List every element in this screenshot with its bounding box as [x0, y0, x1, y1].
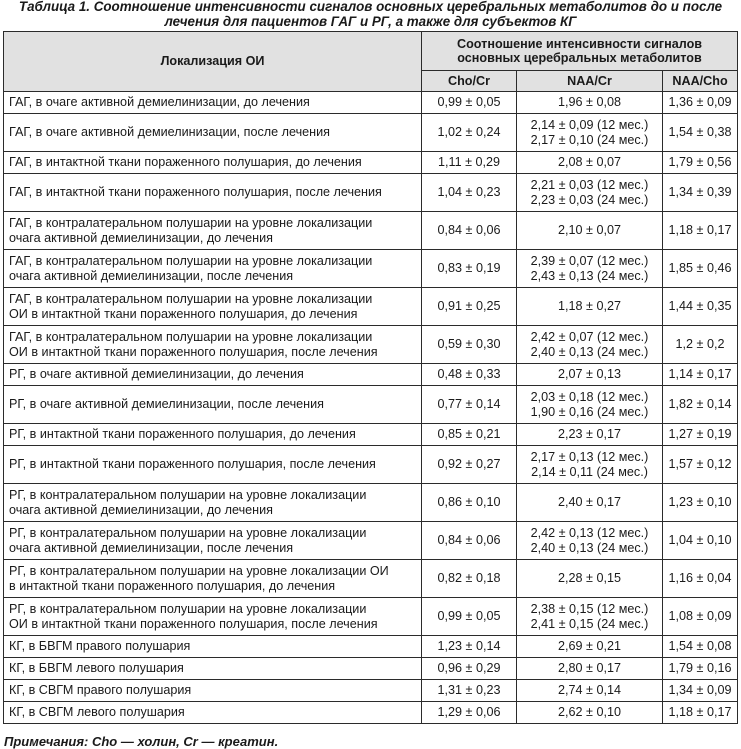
- cell-localization: КГ, в СВГМ левого полушария: [4, 702, 422, 724]
- cell-naa-cr: 2,40 ± 0,17: [517, 484, 663, 522]
- metabolite-ratio-table: [3, 31, 738, 724]
- cell-naa-cr: 2,38 ± 0,15 (12 мес.) 2,41 ± 0,15 (24 мес.): [517, 598, 663, 636]
- cell-naa-cr: 2,62 ± 0,10: [517, 702, 663, 724]
- table-row: [4, 446, 738, 484]
- cell-naa-cho: 1,44 ± 0,35: [663, 288, 738, 326]
- cell-localization: РГ, в контралатеральном полушарии на уровне локализации очага активной демиелинизации, до лечения: [4, 484, 422, 522]
- table-row: [4, 484, 738, 522]
- cell-localization: ГАГ, в очаге активной демиелинизации, после лечения: [4, 114, 422, 152]
- cell-localization: ГАГ, в контралатеральном полушарии на уровне локализации ОИ в интактной ткани пораженного полушария, после лечения: [4, 326, 422, 364]
- cell-localization: РГ, в очаге активной демиелинизации, после лечения: [4, 386, 422, 424]
- cell-naa-cr: 2,80 ± 0,17: [517, 658, 663, 680]
- table-row: [4, 702, 738, 724]
- cell-naa-cho: 1,18 ± 0,17: [663, 212, 738, 250]
- table-row: [4, 114, 738, 152]
- header-naa-cho: NAA/Cho: [663, 71, 738, 92]
- cell-localization: ГАГ, в контралатеральном полушарии на уровне локализации очага активной демиелинизации, после лечения: [4, 250, 422, 288]
- cell-naa-cr: 2,42 ± 0,13 (12 мес.) 2,40 ± 0,13 (24 мес.): [517, 522, 663, 560]
- cell-naa-cho: 1,16 ± 0,04: [663, 560, 738, 598]
- table-row: [4, 152, 738, 174]
- cell-naa-cr: 2,69 ± 0,21: [517, 636, 663, 658]
- table-row: [4, 658, 738, 680]
- header-ratio-group: Соотношение интенсивности сигналов основных церебральных метаболитов: [422, 32, 738, 71]
- cell-naa-cr: 2,28 ± 0,15: [517, 560, 663, 598]
- cell-naa-cr: 2,08 ± 0,07: [517, 152, 663, 174]
- table-row: [4, 92, 738, 114]
- cell-cho-cr: 0,48 ± 0,33: [422, 364, 517, 386]
- cell-cho-cr: 1,04 ± 0,23: [422, 174, 517, 212]
- cell-cho-cr: 0,99 ± 0,05: [422, 598, 517, 636]
- table-row: [4, 250, 738, 288]
- cell-cho-cr: 0,85 ± 0,21: [422, 424, 517, 446]
- cell-naa-cho: 1,79 ± 0,56: [663, 152, 738, 174]
- table-row: [4, 598, 738, 636]
- table-row: [4, 636, 738, 658]
- cell-naa-cr: 2,21 ± 0,03 (12 мес.) 2,23 ± 0,03 (24 мес.): [517, 174, 663, 212]
- table-row: [4, 560, 738, 598]
- cell-naa-cho: 1,54 ± 0,08: [663, 636, 738, 658]
- cell-cho-cr: 0,92 ± 0,27: [422, 446, 517, 484]
- cell-cho-cr: 1,02 ± 0,24: [422, 114, 517, 152]
- cell-cho-cr: 0,59 ± 0,30: [422, 326, 517, 364]
- cell-naa-cho: 1,36 ± 0,09: [663, 92, 738, 114]
- cell-cho-cr: 0,82 ± 0,18: [422, 560, 517, 598]
- cell-cho-cr: 0,77 ± 0,14: [422, 386, 517, 424]
- table-row: [4, 386, 738, 424]
- cell-cho-cr: 0,99 ± 0,05: [422, 92, 517, 114]
- cell-naa-cr: 1,96 ± 0,08: [517, 92, 663, 114]
- cell-naa-cr: 2,07 ± 0,13: [517, 364, 663, 386]
- table-caption: Таблица 1. Соотношение интенсивности сигналов основных церебральных метаболитов до и после лечения для пациентов ГАГ и РГ, а также для субъектов КГ: [18, 0, 723, 29]
- table-row: [4, 212, 738, 250]
- header-cho-cr: Cho/Cr: [422, 71, 517, 92]
- header-localization: Локализация ОИ: [4, 32, 422, 92]
- cell-naa-cho: 1,23 ± 0,10: [663, 484, 738, 522]
- cell-naa-cr: 2,10 ± 0,07: [517, 212, 663, 250]
- cell-naa-cho: 1,2 ± 0,2: [663, 326, 738, 364]
- cell-naa-cr: 2,42 ± 0,07 (12 мес.) 2,40 ± 0,13 (24 мес.): [517, 326, 663, 364]
- cell-cho-cr: 0,84 ± 0,06: [422, 522, 517, 560]
- table-row: [4, 522, 738, 560]
- table-row: [4, 424, 738, 446]
- cell-cho-cr: 0,91 ± 0,25: [422, 288, 517, 326]
- table-row: [4, 680, 738, 702]
- cell-naa-cho: 1,79 ± 0,16: [663, 658, 738, 680]
- cell-naa-cr: 2,23 ± 0,17: [517, 424, 663, 446]
- cell-naa-cho: 1,08 ± 0,09: [663, 598, 738, 636]
- cell-localization: КГ, в БВГМ правого полушария: [4, 636, 422, 658]
- cell-localization: РГ, в очаге активной демиелинизации, до лечения: [4, 364, 422, 386]
- cell-cho-cr: 0,86 ± 0,10: [422, 484, 517, 522]
- cell-localization: ГАГ, в интактной ткани пораженного полушария, до лечения: [4, 152, 422, 174]
- cell-localization: КГ, в СВГМ правого полушария: [4, 680, 422, 702]
- cell-localization: ГАГ, в контралатеральном полушарии на уровне локализации очага активной демиелинизации, до лечения: [4, 212, 422, 250]
- cell-naa-cr: 2,17 ± 0,13 (12 мес.) 2,14 ± 0,11 (24 мес.): [517, 446, 663, 484]
- cell-naa-cr: 2,39 ± 0,07 (12 мес.) 2,43 ± 0,13 (24 мес.): [517, 250, 663, 288]
- cell-cho-cr: 0,84 ± 0,06: [422, 212, 517, 250]
- cell-naa-cr: 2,74 ± 0,14: [517, 680, 663, 702]
- cell-naa-cho: 1,14 ± 0,17: [663, 364, 738, 386]
- cell-cho-cr: 1,29 ± 0,06: [422, 702, 517, 724]
- cell-cho-cr: 0,96 ± 0,29: [422, 658, 517, 680]
- cell-naa-cho: 1,27 ± 0,19: [663, 424, 738, 446]
- cell-naa-cr: 2,03 ± 0,18 (12 мес.) 1,90 ± 0,16 (24 мес.): [517, 386, 663, 424]
- cell-localization: ГАГ, в интактной ткани пораженного полушария, после лечения: [4, 174, 422, 212]
- cell-localization: ГАГ, в контралатеральном полушарии на уровне локализации ОИ в интактной ткани пораженного полушария, до лечения: [4, 288, 422, 326]
- table-notes: Примечания: Cho — холин, Cr — креатин.: [4, 734, 279, 749]
- header-naa-cr: NAA/Cr: [517, 71, 663, 92]
- table-row: [4, 326, 738, 364]
- cell-localization: РГ, в контралатеральном полушарии на уровне локализации ОИ в интактной ткани пораженного полушария, после лечения: [4, 598, 422, 636]
- cell-cho-cr: 1,23 ± 0,14: [422, 636, 517, 658]
- cell-localization: КГ, в БВГМ левого полушария: [4, 658, 422, 680]
- table-row: [4, 288, 738, 326]
- table-row: [4, 174, 738, 212]
- cell-naa-cho: 1,04 ± 0,10: [663, 522, 738, 560]
- cell-cho-cr: 1,11 ± 0,29: [422, 152, 517, 174]
- cell-localization: ГАГ, в очаге активной демиелинизации, до лечения: [4, 92, 422, 114]
- cell-naa-cr: 1,18 ± 0,27: [517, 288, 663, 326]
- cell-naa-cr: 2,14 ± 0,09 (12 мес.) 2,17 ± 0,10 (24 мес.): [517, 114, 663, 152]
- cell-naa-cho: 1,82 ± 0,14: [663, 386, 738, 424]
- cell-cho-cr: 1,31 ± 0,23: [422, 680, 517, 702]
- cell-localization: РГ, в контралатеральном полушарии на уровне локализации ОИ в интактной ткани пораженного полушария, до лечения: [4, 560, 422, 598]
- cell-naa-cho: 1,57 ± 0,12: [663, 446, 738, 484]
- cell-naa-cho: 1,34 ± 0,39: [663, 174, 738, 212]
- cell-naa-cho: 1,18 ± 0,17: [663, 702, 738, 724]
- cell-naa-cho: 1,85 ± 0,46: [663, 250, 738, 288]
- cell-localization: РГ, в контралатеральном полушарии на уровне локализации очага активной демиелинизации, после лечения: [4, 522, 422, 560]
- cell-naa-cho: 1,54 ± 0,38: [663, 114, 738, 152]
- cell-localization: РГ, в интактной ткани пораженного полушария, до лечения: [4, 424, 422, 446]
- table-row: [4, 364, 738, 386]
- cell-cho-cr: 0,83 ± 0,19: [422, 250, 517, 288]
- table-body: [4, 92, 738, 724]
- cell-localization: РГ, в интактной ткани пораженного полушария, после лечения: [4, 446, 422, 484]
- cell-naa-cho: 1,34 ± 0,09: [663, 680, 738, 702]
